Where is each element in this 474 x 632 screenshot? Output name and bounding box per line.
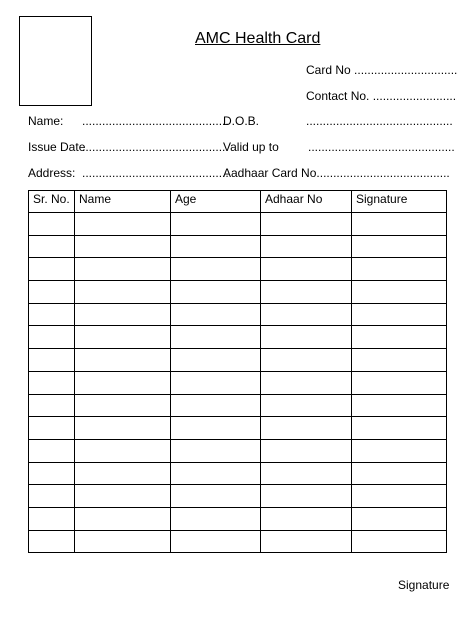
table-row bbox=[29, 439, 447, 462]
table-cell[interactable] bbox=[261, 213, 352, 236]
table-cell[interactable] bbox=[75, 485, 171, 508]
table-cell[interactable] bbox=[261, 349, 352, 372]
table-cell[interactable] bbox=[171, 235, 261, 258]
table-row bbox=[29, 507, 447, 530]
contact-no-row bbox=[306, 89, 456, 103]
table-cell[interactable] bbox=[171, 417, 261, 440]
name-dots: ............................................ bbox=[82, 114, 229, 128]
dob-label: D.O.B. bbox=[223, 114, 260, 128]
table-cell[interactable] bbox=[29, 213, 75, 236]
table-cell[interactable] bbox=[171, 281, 261, 304]
table-cell[interactable] bbox=[29, 530, 75, 553]
table-row bbox=[29, 235, 447, 258]
table-cell[interactable] bbox=[352, 394, 447, 417]
table-row bbox=[29, 371, 447, 394]
table-cell[interactable] bbox=[352, 371, 447, 394]
table-cell[interactable] bbox=[261, 530, 352, 553]
table-cell[interactable] bbox=[352, 439, 447, 462]
aadhaar-label: Aadhaar Card No. bbox=[223, 166, 320, 180]
dob-dots: ............................................ bbox=[306, 114, 453, 128]
table-cell[interactable] bbox=[352, 530, 447, 553]
table-cell[interactable] bbox=[261, 485, 352, 508]
table-cell[interactable] bbox=[352, 462, 447, 485]
table-cell[interactable] bbox=[171, 439, 261, 462]
table-cell[interactable] bbox=[29, 394, 75, 417]
table-cell[interactable] bbox=[75, 394, 171, 417]
table-cell[interactable] bbox=[171, 258, 261, 281]
table-cell[interactable] bbox=[75, 281, 171, 304]
table-cell[interactable] bbox=[29, 303, 75, 326]
table-cell[interactable] bbox=[261, 507, 352, 530]
table-cell[interactable] bbox=[261, 326, 352, 349]
table-cell[interactable] bbox=[352, 213, 447, 236]
table-row bbox=[29, 213, 447, 236]
contact-no-label: Contact No. bbox=[306, 89, 370, 103]
table-cell[interactable] bbox=[75, 530, 171, 553]
records-table bbox=[28, 190, 447, 553]
table-row bbox=[29, 326, 447, 349]
table-cell[interactable] bbox=[29, 258, 75, 281]
table-cell[interactable] bbox=[171, 213, 261, 236]
table-cell[interactable] bbox=[352, 507, 447, 530]
table-cell[interactable] bbox=[261, 462, 352, 485]
table-cell[interactable] bbox=[352, 326, 447, 349]
table-cell[interactable] bbox=[261, 417, 352, 440]
table-cell[interactable] bbox=[261, 439, 352, 462]
column-header-adhaar-no: Adhaar No bbox=[261, 191, 352, 213]
table-cell[interactable] bbox=[171, 507, 261, 530]
table-row bbox=[29, 281, 447, 304]
photo-placeholder-box bbox=[19, 16, 92, 106]
column-header-sr-no: Sr. No. bbox=[29, 191, 75, 213]
table-row bbox=[29, 349, 447, 372]
table-row bbox=[29, 303, 447, 326]
table-row bbox=[29, 530, 447, 553]
issue-date-label: Issue Date bbox=[28, 140, 86, 154]
table-cell[interactable] bbox=[352, 281, 447, 304]
table-cell[interactable] bbox=[261, 258, 352, 281]
table-cell[interactable] bbox=[75, 417, 171, 440]
address-dots: ............................................ bbox=[82, 166, 229, 180]
table-cell[interactable] bbox=[171, 326, 261, 349]
table-cell[interactable] bbox=[261, 303, 352, 326]
table-row bbox=[29, 258, 447, 281]
table-cell[interactable] bbox=[171, 349, 261, 372]
table-cell[interactable] bbox=[29, 507, 75, 530]
table-cell[interactable] bbox=[352, 485, 447, 508]
table-cell[interactable] bbox=[352, 303, 447, 326]
column-header-age: Age bbox=[171, 191, 261, 213]
table-cell[interactable] bbox=[29, 326, 75, 349]
table-cell[interactable] bbox=[352, 349, 447, 372]
table-cell[interactable] bbox=[75, 235, 171, 258]
issue-date-dots: ............................................ bbox=[82, 140, 229, 154]
aadhaar-dots: ....................................... bbox=[319, 166, 450, 180]
table-cell[interactable] bbox=[261, 281, 352, 304]
table-row bbox=[29, 417, 447, 440]
table-cell[interactable] bbox=[352, 258, 447, 281]
table-cell[interactable] bbox=[171, 394, 261, 417]
table-cell[interactable] bbox=[29, 235, 75, 258]
table-cell[interactable] bbox=[261, 235, 352, 258]
table-header-row bbox=[29, 191, 447, 213]
column-header-signature: Signature bbox=[352, 191, 447, 213]
table-cell[interactable] bbox=[29, 462, 75, 485]
valid-up-to-dots: ............................................ bbox=[308, 140, 455, 154]
table-cell[interactable] bbox=[75, 371, 171, 394]
table-cell[interactable] bbox=[29, 371, 75, 394]
table-cell[interactable] bbox=[75, 326, 171, 349]
table-row bbox=[29, 462, 447, 485]
table-cell[interactable] bbox=[29, 349, 75, 372]
aadhaar-row bbox=[223, 166, 450, 180]
table-cell[interactable] bbox=[29, 485, 75, 508]
table-cell[interactable] bbox=[352, 235, 447, 258]
table-cell[interactable] bbox=[75, 258, 171, 281]
card-title: AMC Health Card bbox=[195, 30, 321, 47]
table-cell[interactable] bbox=[75, 462, 171, 485]
card-no-dots: ............................... bbox=[354, 63, 458, 77]
address-label: Address: bbox=[28, 166, 76, 180]
table-cell[interactable] bbox=[171, 371, 261, 394]
table-cell[interactable] bbox=[171, 530, 261, 553]
table-cell[interactable] bbox=[29, 417, 75, 440]
table-row bbox=[29, 394, 447, 417]
table-cell[interactable] bbox=[75, 439, 171, 462]
table-cell[interactable] bbox=[29, 439, 75, 462]
table-row bbox=[29, 485, 447, 508]
table-cell[interactable] bbox=[75, 213, 171, 236]
column-header-name: Name bbox=[75, 191, 171, 213]
table-cell[interactable] bbox=[75, 303, 171, 326]
card-no-label: Card No bbox=[306, 63, 351, 77]
table-cell[interactable] bbox=[171, 303, 261, 326]
table-cell[interactable] bbox=[171, 462, 261, 485]
valid-up-to-label: Valid up to bbox=[223, 140, 279, 154]
table-cell[interactable] bbox=[75, 349, 171, 372]
table-cell[interactable] bbox=[352, 417, 447, 440]
table-cell[interactable] bbox=[261, 371, 352, 394]
contact-no-dots: ......................... bbox=[372, 89, 457, 103]
table-cell[interactable] bbox=[171, 485, 261, 508]
table-cell[interactable] bbox=[29, 281, 75, 304]
footer-signature-label: Signature bbox=[398, 578, 450, 592]
name-label: Name: bbox=[28, 114, 64, 128]
card-no-row bbox=[306, 63, 457, 77]
records-table-body bbox=[29, 213, 447, 553]
table-cell[interactable] bbox=[261, 394, 352, 417]
table-cell[interactable] bbox=[75, 507, 171, 530]
